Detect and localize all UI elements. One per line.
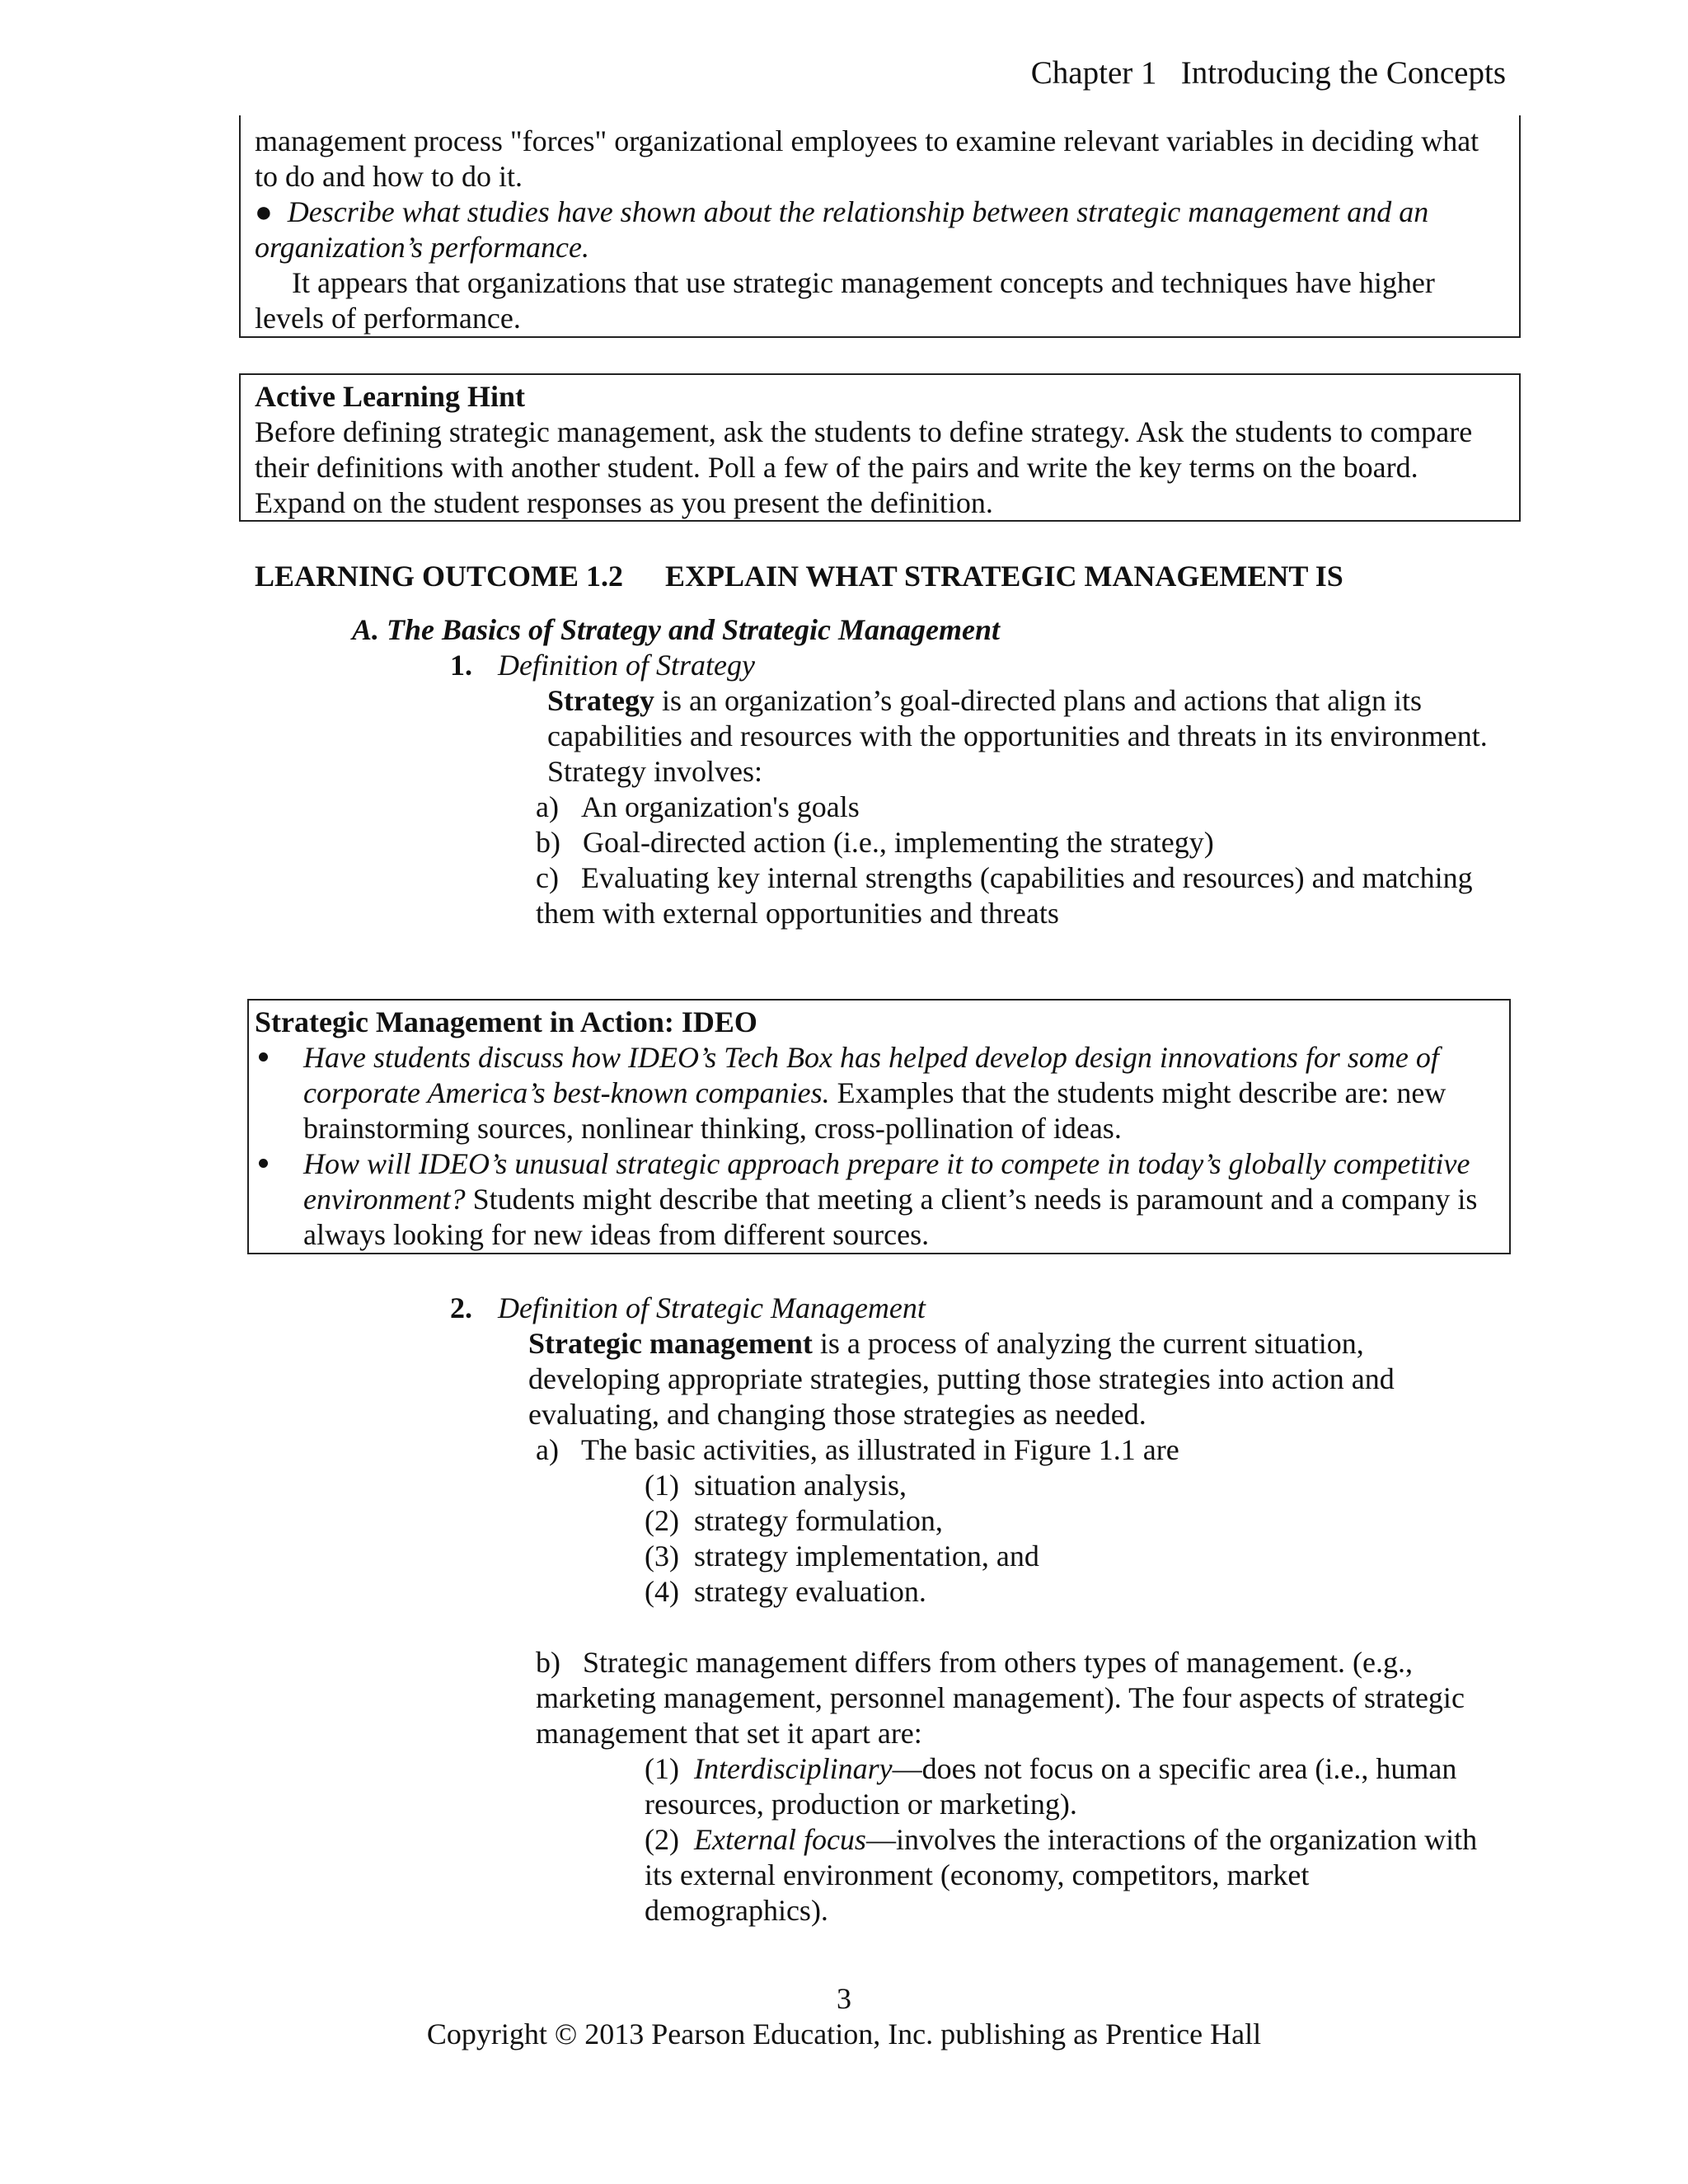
chapter-label: Chapter 1 <box>1030 55 1157 91</box>
in-action-bullet-1-line-2 <box>303 1076 1446 1111</box>
aspect-1 <box>645 1751 1456 1787</box>
copyright-notice: Copyright © 2013 Pearson Education, Inc. publishing as Prentice Hall <box>426 2018 1262 2050</box>
learning-outcome-title: EXPLAIN WHAT STRATEGIC MANAGEMENT IS <box>665 560 1343 593</box>
bullet-icon <box>259 1159 268 1168</box>
strategic-management-definition-line-1 <box>528 1326 1364 1361</box>
item-1-title: Definition of Strategy <box>498 649 755 682</box>
activity-number: (4) <box>645 1575 679 1608</box>
list-label: a) <box>536 1433 559 1466</box>
activity-text: strategy evaluation. <box>693 1575 926 1608</box>
box1-line-1: management process "forces" organizational employees to examine relevant variables in deciding what <box>255 124 1479 157</box>
aspect-2-continued-2: demographics). <box>645 1894 828 1927</box>
list-label: c) <box>536 861 559 894</box>
activity-4 <box>645 1574 926 1610</box>
running-header <box>1031 54 1506 92</box>
strategy-list-item-a <box>536 790 860 825</box>
list-label: a) <box>536 790 559 823</box>
activity-number: (3) <box>645 1540 679 1572</box>
aspect-text: —does not focus on a specific area (i.e., human <box>892 1752 1457 1785</box>
aspect-2 <box>645 1822 1477 1858</box>
in-action-bullet-2-line-2 <box>303 1182 1477 1217</box>
hint-line-1: Before defining strategic management, ask the students to define strategy. Ask the students to compare <box>255 415 1473 448</box>
item-2-number: 2. <box>450 1291 472 1324</box>
aspect-number: (2) <box>645 1823 679 1856</box>
list-label: b) <box>536 826 560 859</box>
in-action-bullet-2-line-3: always looking for new ideas from different sources. <box>303 1218 930 1251</box>
activity-number: (1) <box>645 1469 679 1502</box>
strategic-management-definition-line-3: evaluating, and changing those strategies as needed. <box>528 1398 1146 1431</box>
aspect-number: (1) <box>645 1752 679 1785</box>
active-learning-hint-title: Active Learning Hint <box>255 380 525 413</box>
strategic-management-term: Strategic management <box>528 1327 813 1360</box>
strategic-management-definition-text: is a process of analyzing the current situation, <box>812 1327 1364 1360</box>
in-action-bullet-2-line-1: How will IDEO’s unusual strategic approach prepare it to compete in today’s globally competitive <box>303 1147 1470 1180</box>
chapter-title: Introducing the Concepts <box>1180 55 1506 91</box>
aspect-2-continued-1: its external environment (economy, competitors, market <box>645 1858 1310 1891</box>
activity-text: situation analysis, <box>693 1469 907 1502</box>
in-action-bullet-2-answer: Students might describe that meeting a client’s needs is paramount and a company is <box>465 1183 1478 1216</box>
in-action-bullet-1-line-3: brainstorming sources, nonlinear thinking, cross-pollination of ideas. <box>303 1112 1122 1145</box>
page-number: 3 <box>837 1982 851 2015</box>
item-2-b-line-3: management that set it apart are: <box>536 1717 922 1750</box>
item-1-number: 1. <box>450 649 472 682</box>
hint-line-3: Expand on the student responses as you present the definition. <box>255 486 993 519</box>
in-action-title: Strategic Management in Action: IDEO <box>255 1005 757 1038</box>
strategy-definition-text: is an organization’s goal-directed plans and actions that align its <box>654 684 1423 717</box>
strategy-term: Strategy <box>547 684 654 717</box>
activity-number: (2) <box>645 1504 679 1537</box>
activity-1 <box>645 1468 907 1503</box>
box1-answer-line-1: It appears that organizations that use strategic management concepts and techniques have higher <box>292 266 1435 299</box>
section-a-heading: A. The Basics of Strategy and Strategic Management <box>352 613 1001 646</box>
aspect-term: Interdisciplinary <box>693 1752 893 1785</box>
list-label: b) <box>536 1646 560 1679</box>
in-action-bullet-1-question-end: corporate America’s best-known companies. <box>303 1076 830 1109</box>
box1-question-line-2: organization’s performance. <box>255 231 590 264</box>
item-2-a <box>536 1432 1179 1468</box>
box1-bullet <box>255 194 1428 230</box>
item-2-title: Definition of Strategic Management <box>498 1291 926 1324</box>
hint-line-2: their definitions with another student. Poll a few of the pairs and write the key terms on the board. <box>255 451 1418 484</box>
in-action-bullet-1-answer: Examples that the students might describe are: new <box>829 1076 1447 1109</box>
in-action-bullet-2-question-end: environment? <box>303 1183 466 1216</box>
strategy-list-item-c-continued: them with external opportunities and threats <box>536 897 1059 930</box>
in-action-bullet-1-line-1: Have students discuss how IDEO’s Tech Box has helped develop design innovations for some of <box>303 1041 1439 1074</box>
bullet-marker: ● <box>255 195 273 228</box>
strategy-definition-line-3: Strategy involves: <box>547 755 762 788</box>
strategy-list-item-b <box>536 825 1214 860</box>
strategy-list-item-c <box>536 860 1473 896</box>
box1-question-line-1: Describe what studies have shown about the relationship between strategic management and an <box>287 195 1429 228</box>
aspect-1-continued: resources, production or marketing). <box>645 1788 1077 1821</box>
box1-answer-line-2: levels of performance. <box>255 302 521 335</box>
list-text: Goal-directed action (i.e., implementing the strategy) <box>583 826 1214 859</box>
aspect-term: External focus <box>693 1823 866 1856</box>
aspect-text: —involves the interactions of the organization with <box>865 1823 1478 1856</box>
activity-text: strategy implementation, and <box>693 1540 1039 1572</box>
learning-outcome-label: LEARNING OUTCOME 1.2 <box>255 560 624 593</box>
item-2-b-line-2: marketing management, personnel management). The four aspects of strategic <box>536 1681 1465 1714</box>
activity-text: strategy formulation, <box>693 1504 943 1537</box>
list-text: An organization's goals <box>580 790 860 823</box>
activity-2 <box>645 1503 943 1539</box>
list-text: Strategic management differs from others types of management. (e.g., <box>583 1646 1413 1679</box>
strategy-definition-line-1 <box>547 683 1422 719</box>
item-2-b <box>536 1645 1413 1680</box>
box1-line-2: to do and how to do it. <box>255 160 523 193</box>
list-text: The basic activities, as illustrated in Figure 1.1 are <box>580 1433 1179 1466</box>
activity-3 <box>645 1539 1039 1574</box>
strategy-definition-line-2: capabilities and resources with the opportunities and threats in its environment. <box>547 719 1488 752</box>
list-text: Evaluating key internal strengths (capabilities and resources) and matching <box>580 861 1473 894</box>
bullet-icon <box>259 1052 268 1062</box>
strategic-management-definition-line-2: developing appropriate strategies, putting those strategies into action and <box>528 1362 1395 1395</box>
